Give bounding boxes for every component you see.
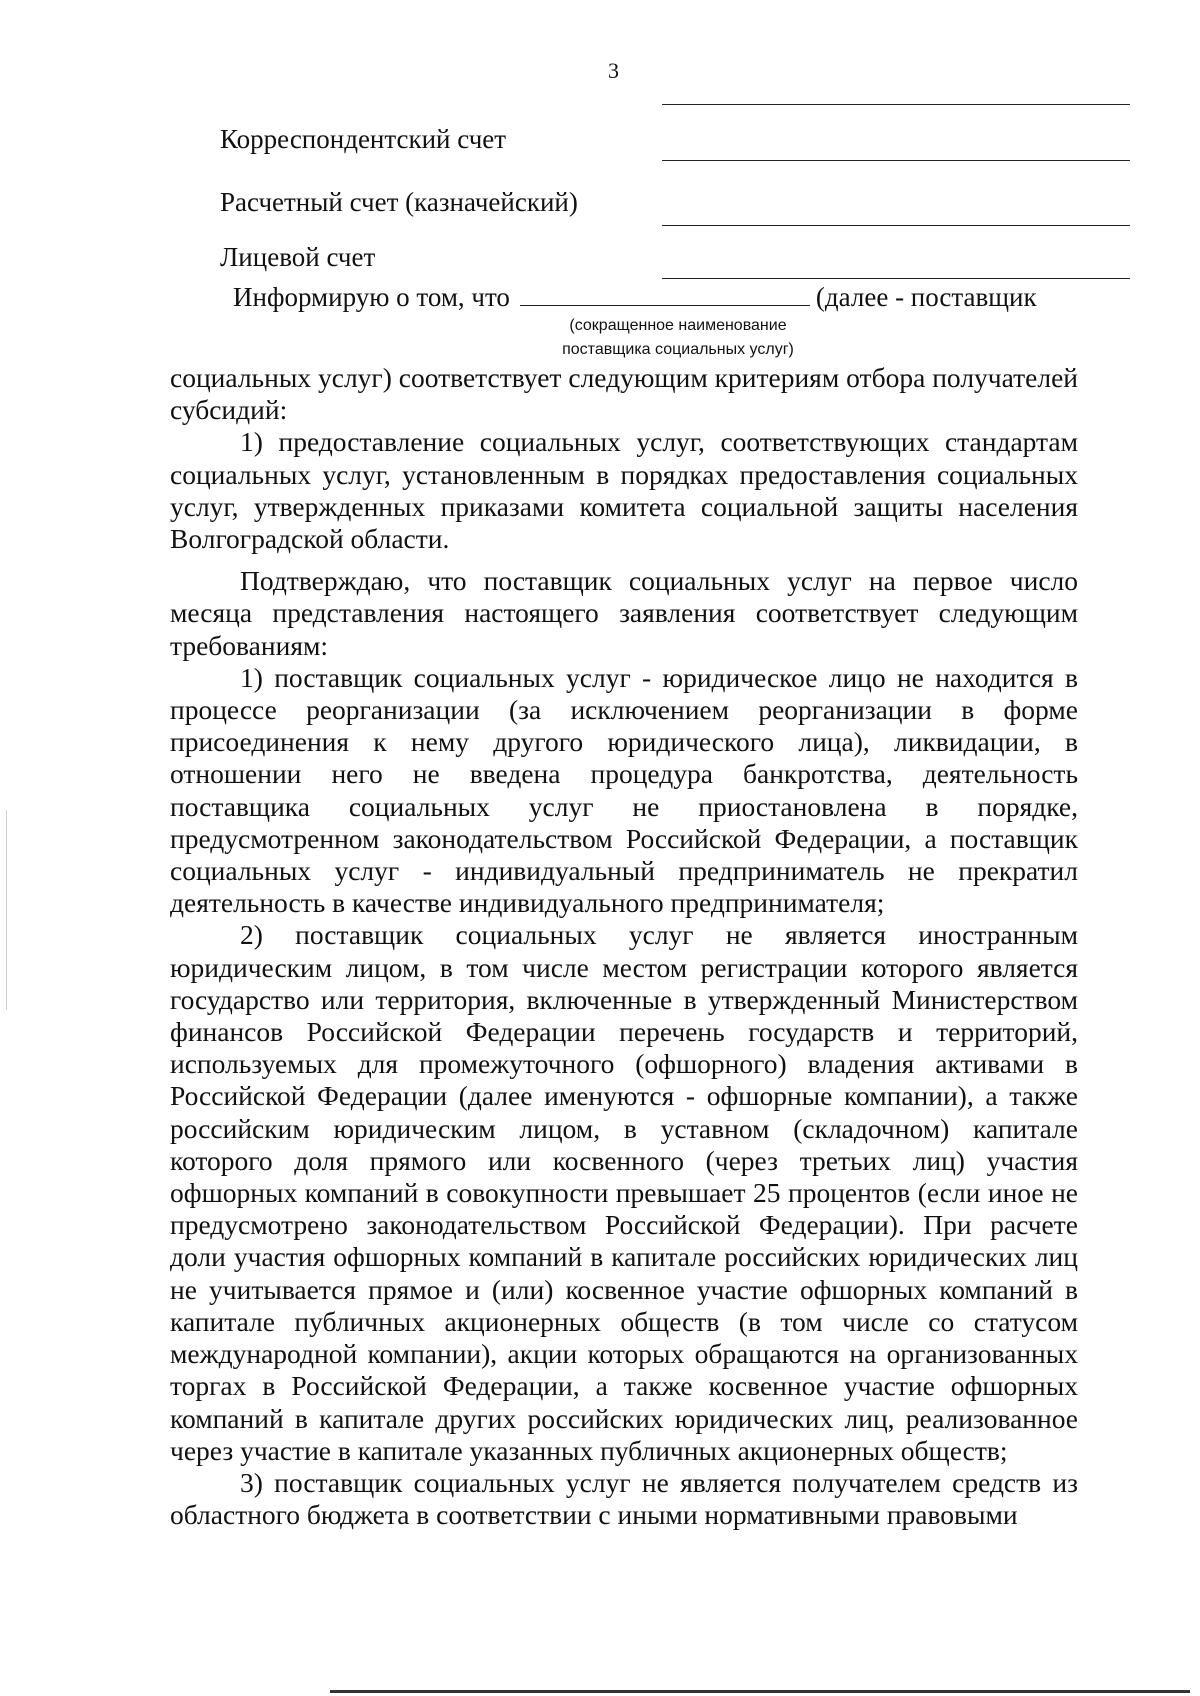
paragraph-confirmation: Подтверждаю, что поставщик социальных услуг на первое число месяца представления настоящего заявления соответствует следующим требованиям:	[170, 565, 1078, 661]
inform-suffix: (далее - поставщик	[815, 282, 1037, 312]
hint-line: (сокращенное наименование	[569, 317, 787, 334]
supplier-name-blank	[520, 283, 810, 306]
scan-bottom-edge	[330, 1690, 1190, 1693]
field-blank-line	[662, 160, 1130, 161]
field-blank-line	[662, 225, 1130, 226]
paragraph-criteria-intro: социальных услуг) соответствует следующим критериям отбора получателей субсидий:	[170, 362, 1078, 426]
paragraph-requirement-2: 2) поставщик социальных услуг не является иностранным юридическим лицом, в том числе местом регистрации которого является государство или территория, включенные в утвержденный Министерством финансов Российской Федерации перечень государств и территорий, используемых для промежуточного (офшорного) владения активами в Российской Федерации (далее именуются - офшорные компании), а также российским юридическим лицом, в уставном (складочном) капитале которого доля прямого или косвенного (через третьих лиц) участия офшорных компаний в совокупности превышает 25 процентов (если иное не предусмотрено законодательством Российской Федерации). При расчете доли участия офшорных компаний в капитале российских юридических лиц не учитывается прямое и (или) косвенное участие офшорных компаний в капитале публичных акционерных обществ (в том числе со статусом международной компании), акции которых обращаются на организованных торгах в Российской Федерации, а также косвенное участие офшорных компаний в капитале других российских юридических лиц, реализованное через участие в капитале указанных публичных акционерных обществ;	[170, 919, 1078, 1466]
scan-edge-mark	[6, 810, 7, 1010]
paragraph-criterion-1: 1) предоставление социальных услуг, соответствующих стандартам социальных услуг, установленным в порядках предоставления социальных услуг, утвержденных приказами комитета социальной защиты населения Волгоградской области.	[170, 426, 1078, 555]
settlement-account-label: Расчетный счет (казначейский)	[220, 187, 578, 217]
hint-line: поставщика социальных услуг)	[562, 341, 794, 358]
field-blank-line	[662, 104, 1130, 105]
field-blank-line	[662, 278, 1130, 279]
inform-line	[233, 282, 1037, 313]
paragraph-requirement-3: 3) поставщик социальных услуг не является получателем средств из областного бюджета в соответствии с иными нормативными правовыми	[170, 1466, 1078, 1531]
document-body	[170, 362, 1078, 1531]
personal-account-label: Лицевой счет	[220, 242, 376, 272]
supplier-name-hint	[528, 314, 828, 362]
page-number: 3	[608, 58, 619, 83]
paragraph-requirement-1: 1) поставщик социальных услуг - юридическое лицо не находится в процессе реорганизации (за исключением реорганизации в форме присоединения к нему другого юридического лица), ликвидации, в отношении него не введена процедура банкротства, деятельность поставщика социальных услуг не приостановлена в порядке, предусмотренном законодательством Российской Федерации, а поставщик социальных услуг - индивидуальный предприниматель не прекратил деятельность в качестве индивидуального предпринимателя;	[170, 661, 1078, 919]
inform-prefix: Информирую о том, что	[233, 282, 510, 312]
correspondent-account-label: Корреспондентский счет	[220, 124, 507, 154]
